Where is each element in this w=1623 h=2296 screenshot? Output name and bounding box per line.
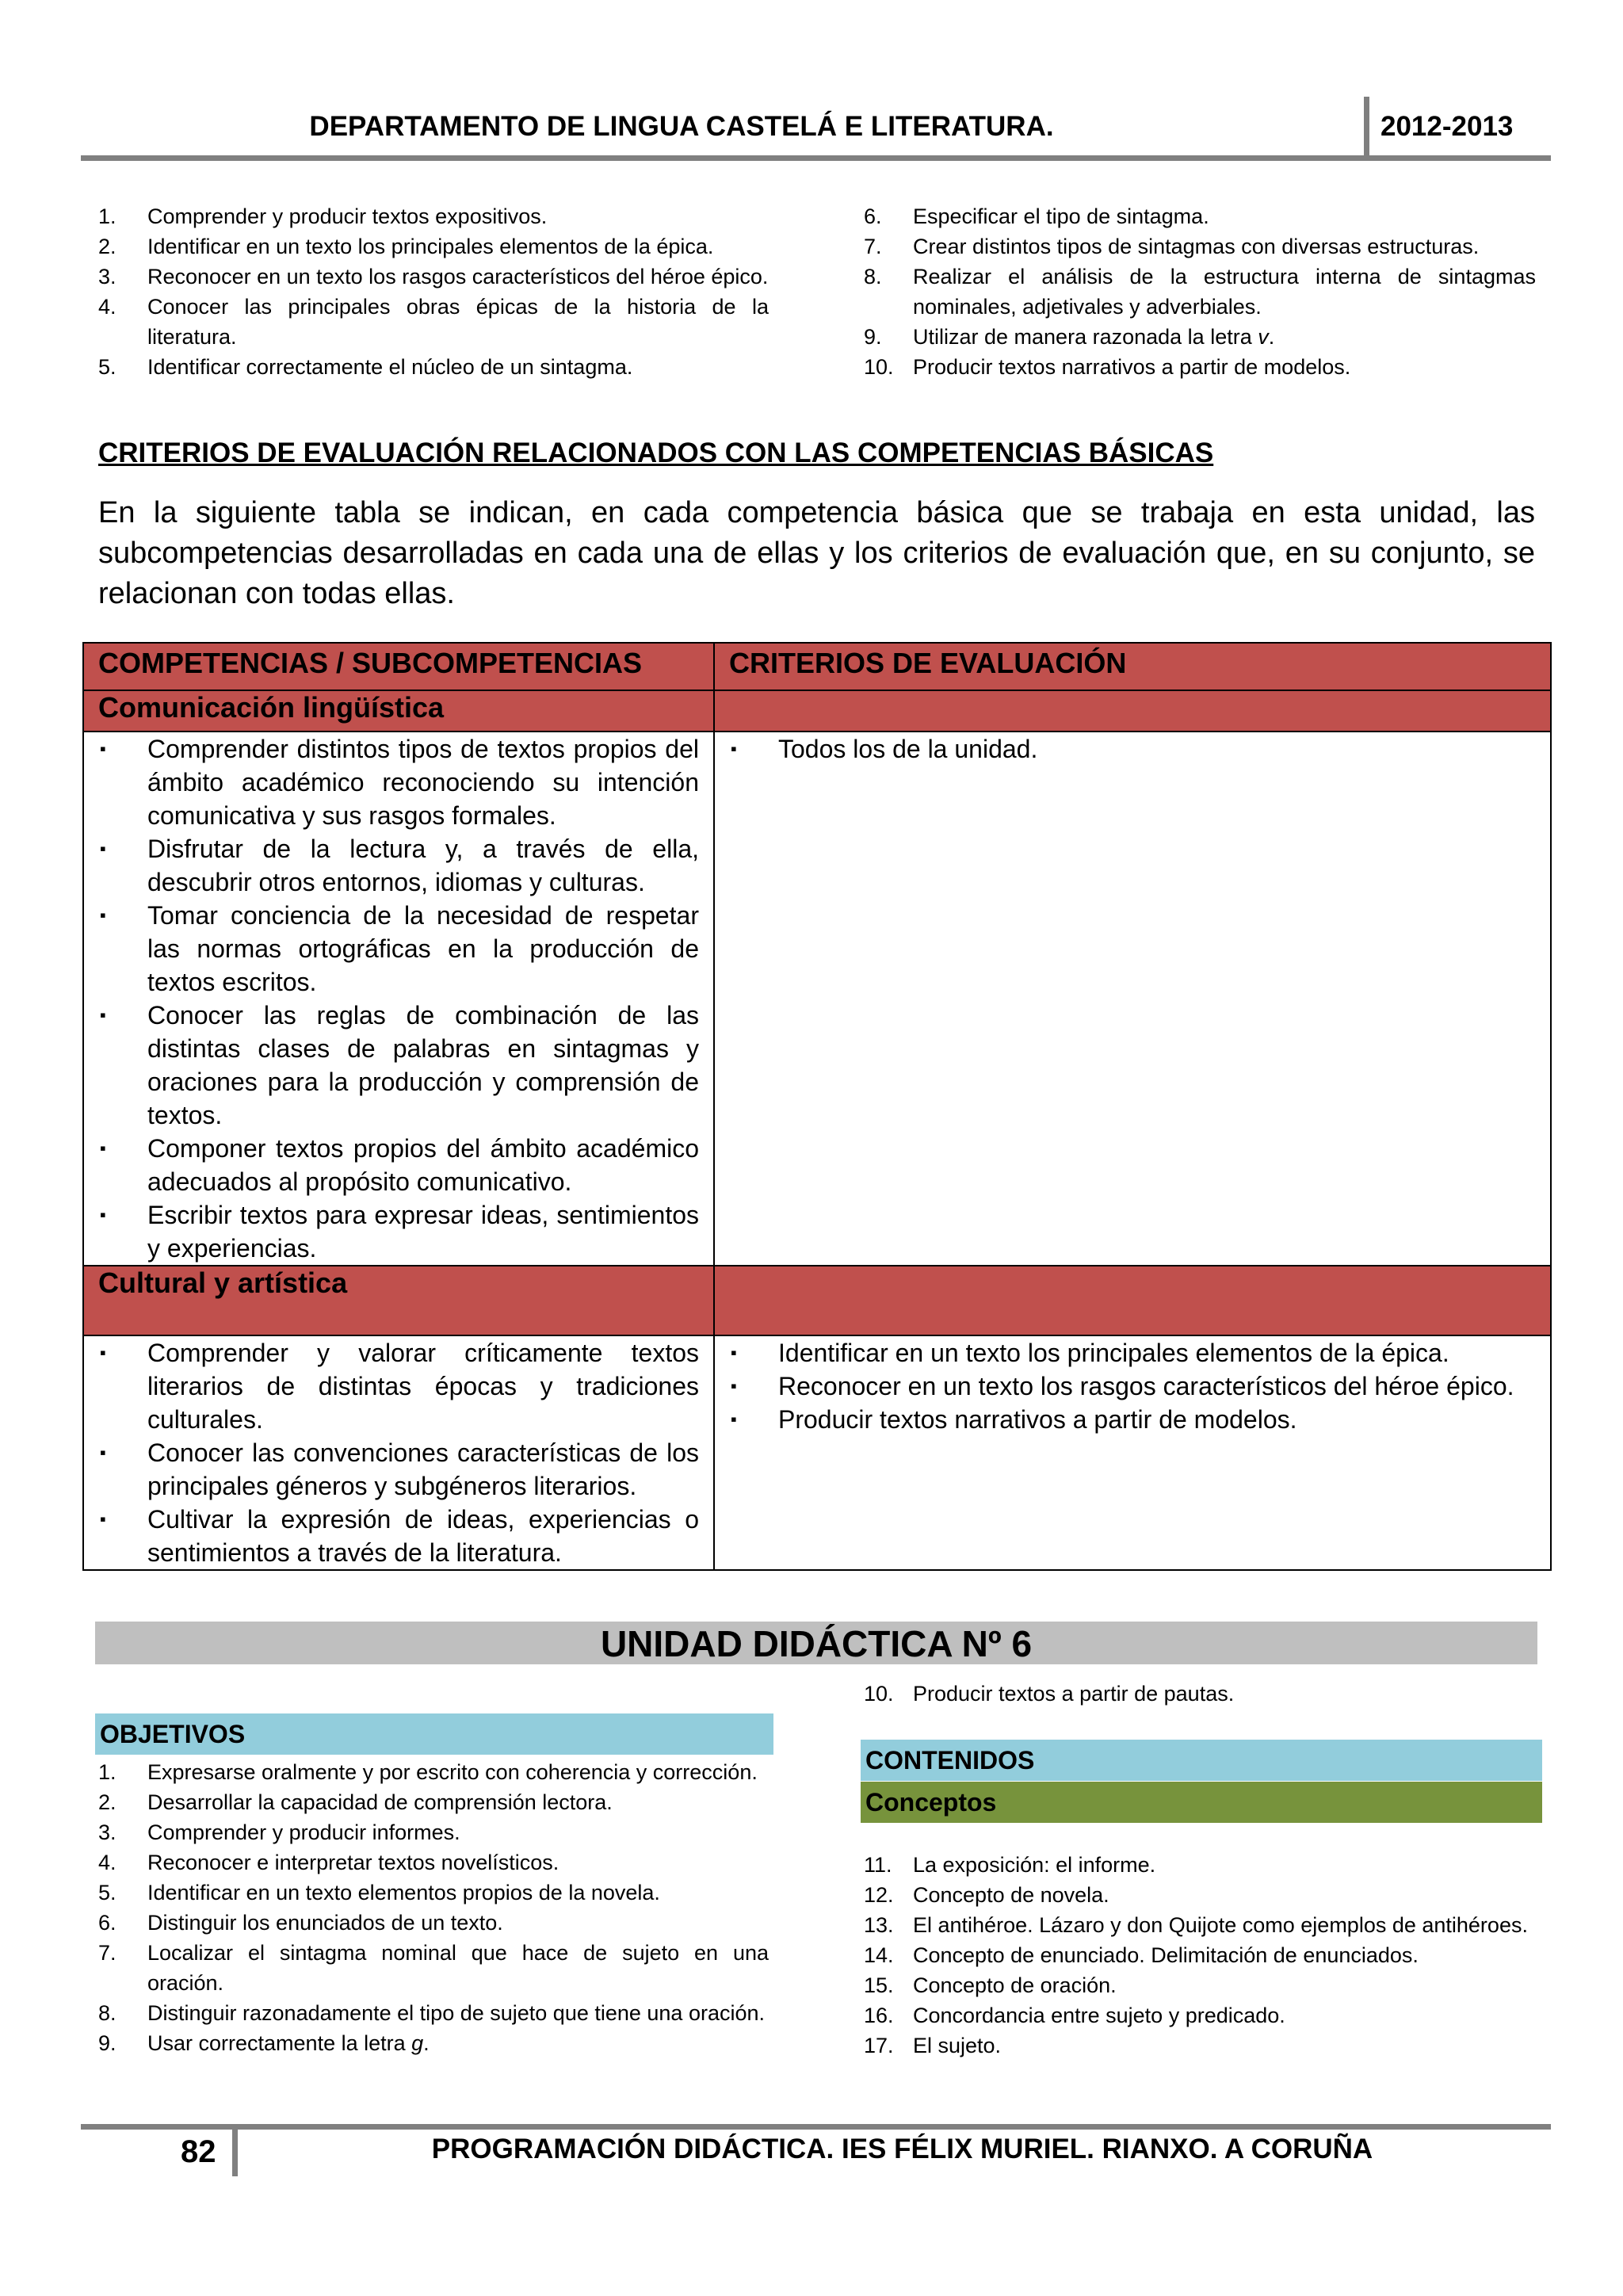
- item-number: 9.: [864, 325, 882, 349]
- bullet-icon: ▪: [100, 839, 106, 858]
- item-text: Concepto de oración.: [913, 1973, 1117, 1997]
- list-item: [864, 2000, 1536, 2030]
- list-item: [864, 231, 1536, 262]
- item-text: El antihéroe. Lázaro y don Quijote como ejemplos de antihéroes.: [913, 1913, 1528, 1937]
- item-text: Producir textos narrativos a partir de modelos.: [778, 1405, 1297, 1434]
- list-item: [98, 1336, 699, 1436]
- item-number: 16.: [864, 2004, 894, 2027]
- item-text: Reconocer en un texto los rasgos característicos del héroe épico.: [147, 265, 769, 288]
- table-row: [83, 1335, 1551, 1570]
- item-number: 6.: [864, 204, 882, 228]
- bullet-icon: ▪: [100, 1509, 106, 1529]
- list-item: [864, 1850, 1536, 1880]
- item-number: 6.: [98, 1911, 116, 1935]
- item-text: Comprender y producir informes.: [147, 1820, 460, 1844]
- list-item: [864, 1880, 1536, 1910]
- item-text: Localizar el sintagma nominal que hace de sujeto en una oración.: [147, 1941, 769, 1995]
- item-number: 13.: [864, 1913, 894, 1937]
- item-number: 15.: [864, 1973, 894, 1997]
- list-item: [864, 1679, 1536, 1709]
- list-item: [98, 352, 769, 382]
- item-number: 4.: [98, 295, 116, 319]
- section-row-comunicacion: [83, 690, 1551, 732]
- item-text: Expresarse oralmente y por escrito con coherencia y corrección.: [147, 1760, 758, 1784]
- item-text: Realizar el análisis de la estructura interna de sintagmas nominales, adjetivales y adverbiales.: [913, 265, 1536, 319]
- table-row: [83, 732, 1551, 1266]
- item-number: 14.: [864, 1943, 894, 1967]
- header-divider: [1364, 97, 1369, 160]
- item-number: 9.: [98, 2031, 116, 2055]
- item-number: 4.: [98, 1851, 116, 1874]
- footer-divider: [232, 2124, 238, 2176]
- bullet-icon: ▪: [731, 1343, 737, 1362]
- criteria-section-title: CRITERIOS DE EVALUACIÓN RELACIONADOS CON LAS COMPETENCIAS BÁSICAS: [98, 437, 1214, 468]
- list-item: [864, 352, 1536, 382]
- item-text: Escribir textos para expresar ideas, sentimientos y experiencias.: [147, 1201, 699, 1263]
- item-number: 2.: [98, 1790, 116, 1814]
- item-number: 8.: [98, 2001, 116, 2025]
- header-rule: [81, 155, 1551, 161]
- list-item: [98, 1757, 769, 1787]
- section-name: Comunicación lingüística: [83, 690, 714, 732]
- item-text: Concepto de novela.: [913, 1883, 1109, 1907]
- list-item: [98, 1198, 699, 1265]
- item-text: Desarrollar la capacidad de comprensión lectora.: [147, 1790, 613, 1814]
- criterios-list: [729, 732, 1536, 766]
- list-item: [98, 2028, 769, 2058]
- objectives-list-right: [864, 201, 1536, 382]
- page-number: 82: [181, 2134, 216, 2169]
- item-text: Crear distintos tipos de sintagmas con diversas estructuras.: [913, 235, 1480, 258]
- section-name: Cultural y artística: [83, 1266, 714, 1335]
- bullet-icon: ▪: [100, 739, 106, 758]
- item-text: Conocer las principales obras épicas de la historia de la literatura.: [147, 295, 769, 349]
- list-item: [864, 1970, 1536, 2000]
- list-item: [98, 1998, 769, 2028]
- list-item: [729, 1370, 1536, 1403]
- item-text: La exposición: el informe.: [913, 1853, 1156, 1877]
- list-item: [98, 1436, 699, 1503]
- list-item: [98, 231, 769, 262]
- list-item: [98, 1938, 769, 1998]
- list-item: [98, 201, 769, 231]
- list-item: [98, 1878, 769, 1908]
- item-number: 2.: [98, 235, 116, 258]
- header-title: DEPARTAMENTO DE LINGUA CASTELÁ E LITERATURA.: [309, 111, 1054, 142]
- item-text: Distinguir los enunciados de un texto.: [147, 1911, 503, 1935]
- item-text: El sujeto.: [913, 2034, 1002, 2057]
- bullet-icon: ▪: [100, 1138, 106, 1158]
- list-item: [98, 1503, 699, 1569]
- item-text: Reconocer en un texto los rasgos característicos del héroe épico.: [778, 1372, 1514, 1400]
- objectives-list-left: [98, 201, 769, 382]
- item-text: Todos los de la unidad.: [778, 735, 1038, 763]
- list-item: [864, 201, 1536, 231]
- item-number: 5.: [98, 355, 116, 379]
- contenidos-heading: CONTENIDOS: [861, 1740, 1542, 1781]
- bullet-icon: ▪: [100, 1442, 106, 1462]
- list-item: [98, 1132, 699, 1198]
- unit-title: UNIDAD DIDÁCTICA Nº 6: [95, 1622, 1537, 1664]
- unit6-objectives-list-right: [864, 1679, 1536, 1709]
- list-item: [98, 1908, 769, 1938]
- list-item: [98, 1817, 769, 1847]
- unit6-objectives-list: [98, 1757, 769, 2058]
- item-number: 7.: [864, 235, 882, 258]
- list-item: [98, 1847, 769, 1878]
- section-row-cultural: [83, 1266, 1551, 1335]
- item-number: 1.: [98, 204, 116, 228]
- item-text: Comprender y producir textos expositivos.: [147, 204, 548, 228]
- item-number: 1.: [98, 1760, 116, 1784]
- item-number: 8.: [864, 265, 882, 288]
- item-text: Concepto de enunciado. Delimitación de enunciados.: [913, 1943, 1419, 1967]
- table-header-competencias: COMPETENCIAS / SUBCOMPETENCIAS: [83, 643, 714, 690]
- item-number: 7.: [98, 1941, 116, 1965]
- footer-rule: [81, 2124, 1551, 2130]
- bullet-icon: ▪: [100, 1005, 106, 1025]
- list-item: [864, 322, 1536, 352]
- list-item: [98, 899, 699, 999]
- item-number: 12.: [864, 1883, 894, 1907]
- item-number: 17.: [864, 2034, 894, 2057]
- list-item: [98, 292, 769, 352]
- item-text: Producir textos narrativos a partir de modelos.: [913, 355, 1351, 379]
- item-number: 11.: [864, 1853, 892, 1877]
- bullet-icon: ▪: [100, 905, 106, 925]
- item-number: 5.: [98, 1881, 116, 1904]
- subcompetencias-list: [98, 732, 699, 1265]
- list-item: [98, 832, 699, 899]
- item-text: Identificar en un texto los principales elementos de la épica.: [778, 1339, 1449, 1367]
- objetivos-heading: OBJETIVOS: [95, 1713, 773, 1755]
- list-item: [864, 1940, 1536, 1970]
- item-number: 3.: [98, 265, 116, 288]
- criterios-list: [729, 1336, 1536, 1436]
- item-text: Identificar correctamente el núcleo de un sintagma.: [147, 355, 633, 379]
- item-text: Componer textos propios del ámbito académico adecuados al propósito comunicativo.: [147, 1134, 699, 1196]
- bullet-icon: ▪: [731, 739, 737, 758]
- bullet-icon: ▪: [731, 1409, 737, 1429]
- criteria-intro-paragraph: En la siguiente tabla se indican, en cada competencia básica que se trabaja en esta unidad, las subcompetencias desarrolladas en cada una de ellas y los criterios de evaluación que, en su conjunto, se relacionan con todas ellas.: [98, 496, 1535, 610]
- list-item: [98, 732, 699, 832]
- item-text: Disfrutar de la lectura y, a través de ella, descubrir otros entornos, idiomas y culturas.: [147, 835, 699, 896]
- list-item: [98, 262, 769, 292]
- item-number: 3.: [98, 1820, 116, 1844]
- item-text: Usar correctamente la letra g.: [147, 2031, 430, 2055]
- list-item: [98, 999, 699, 1132]
- competencias-table: [82, 642, 1552, 1571]
- item-text: Cultivar la expresión de ideas, experiencias o sentimientos a través de la literatura.: [147, 1505, 699, 1567]
- bullet-icon: ▪: [100, 1343, 106, 1362]
- list-item: [729, 1336, 1536, 1370]
- item-text: Comprender y valorar críticamente textos literarios de distintas épocas y tradiciones culturales.: [147, 1339, 699, 1434]
- conceptos-heading: Conceptos: [861, 1782, 1542, 1823]
- item-text: Especificar el tipo de sintagma.: [913, 204, 1209, 228]
- footer-text: PROGRAMACIÓN DIDÁCTICA. IES FÉLIX MURIEL. RIANXO. A CORUÑA: [431, 2134, 1373, 2164]
- bullet-icon: ▪: [100, 1205, 106, 1224]
- list-item: [98, 1787, 769, 1817]
- list-item: [729, 732, 1536, 766]
- list-item: [864, 2030, 1536, 2061]
- table-header-row: [83, 643, 1551, 690]
- list-item: [864, 1910, 1536, 1940]
- conceptos-list: [864, 1850, 1536, 2061]
- header-year: 2012-2013: [1381, 111, 1514, 142]
- table-header-criterios: CRITERIOS DE EVALUACIÓN: [714, 643, 1551, 690]
- item-text: Concordancia entre sujeto y predicado.: [913, 2004, 1285, 2027]
- bullet-icon: ▪: [731, 1376, 737, 1396]
- item-text: Identificar en un texto los principales elementos de la épica.: [147, 235, 714, 258]
- item-text: Comprender distintos tipos de textos propios del ámbito académico reconociendo su intención comunicativa y sus rasgos formales.: [147, 735, 699, 830]
- item-text: Reconocer e interpretar textos novelísticos.: [147, 1851, 559, 1874]
- item-number: 10.: [864, 355, 894, 379]
- item-text: Identificar en un texto elementos propios de la novela.: [147, 1881, 660, 1904]
- item-text: Producir textos a partir de pautas.: [913, 1682, 1235, 1706]
- item-text: Conocer las convenciones características de los principales géneros y subgéneros literarios.: [147, 1438, 699, 1500]
- item-text: Tomar conciencia de la necesidad de respetar las normas ortográficas en la producción de textos escritos.: [147, 901, 699, 996]
- subcompetencias-list: [98, 1336, 699, 1569]
- item-text: Distinguir razonadamente el tipo de sujeto que tiene una oración.: [147, 2001, 766, 2025]
- list-item: [729, 1403, 1536, 1436]
- item-text: Conocer las reglas de combinación de las distintas clases de palabras en sintagmas y oraciones para la producción y comprensión de textos.: [147, 1001, 699, 1129]
- item-number: 10.: [864, 1682, 894, 1706]
- list-item: [864, 262, 1536, 322]
- item-text: Utilizar de manera razonada la letra v.: [913, 325, 1275, 349]
